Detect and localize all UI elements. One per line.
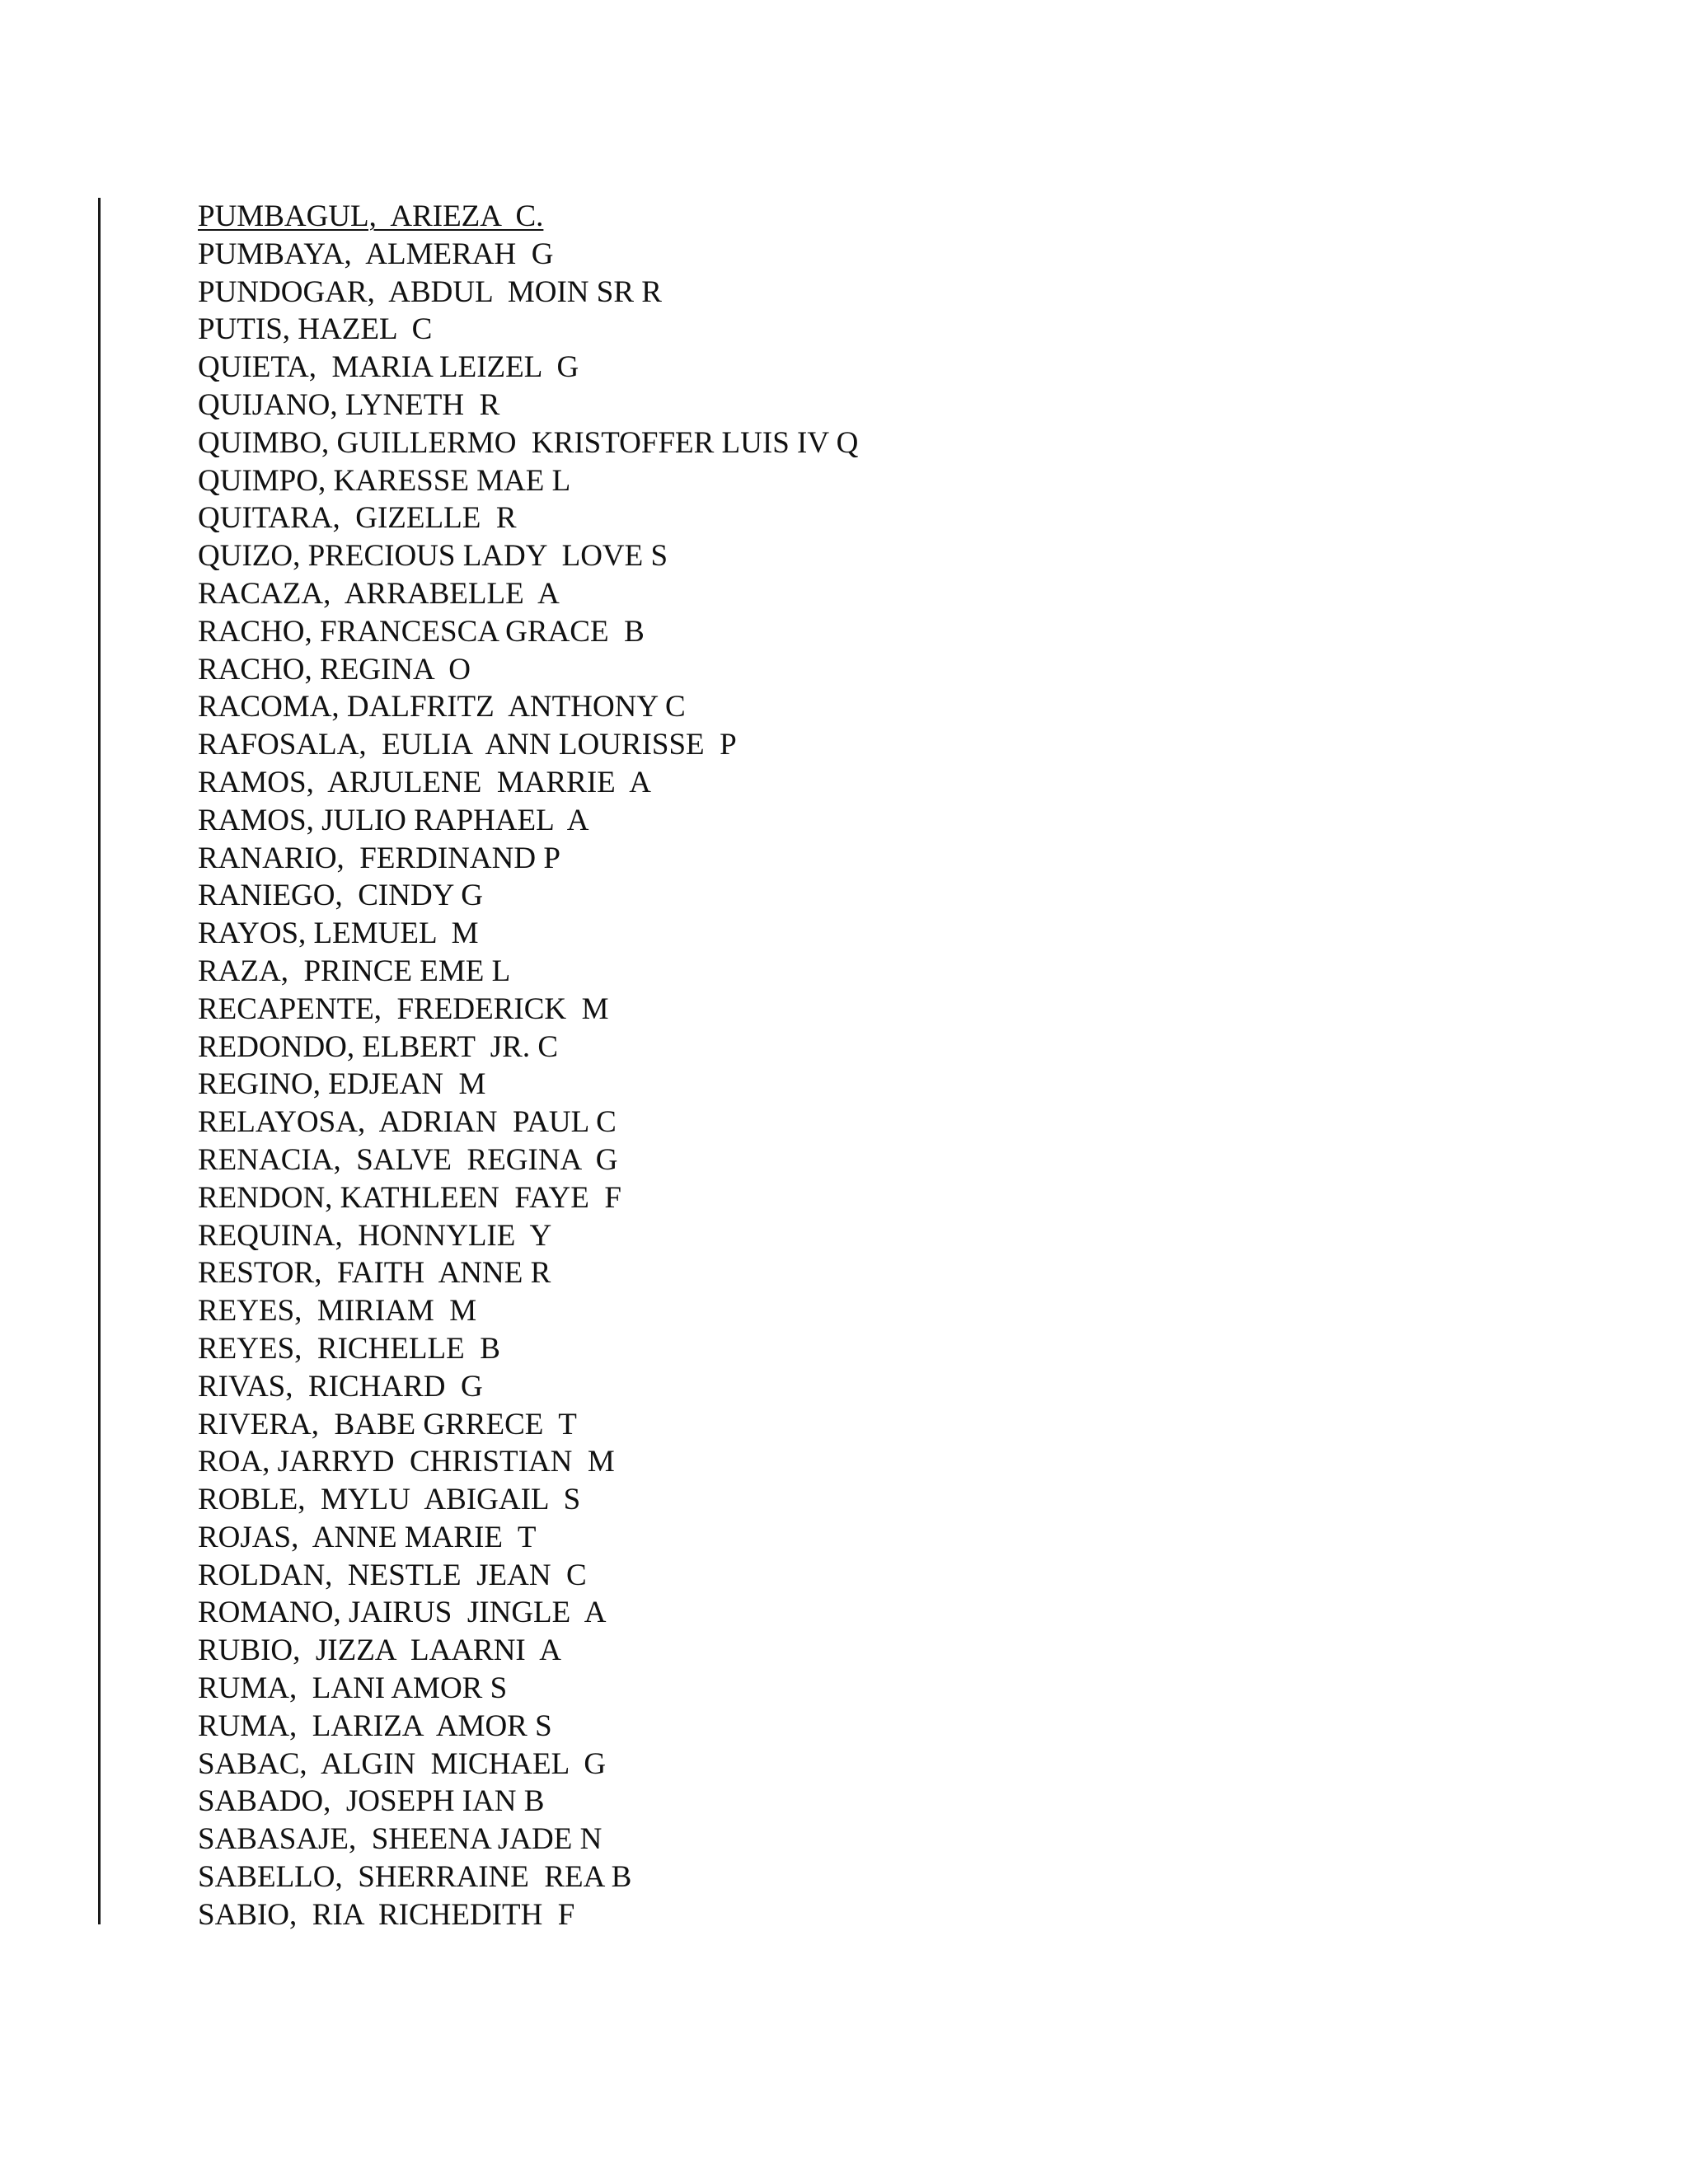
name-entry: REYES, MIRIAM M	[198, 1294, 477, 1329]
name-entry: RACHO, REGINA O	[198, 652, 471, 687]
name-entry: REDONDO, ELBERT JR. C	[198, 1029, 559, 1064]
name-entry: QUIZO, PRECIOUS LADY LOVE S	[198, 539, 668, 574]
name-entry: PUMBAGUL, ARIEZA C.	[198, 199, 544, 233]
name-entry: REGINO, EDJEAN M	[198, 1067, 486, 1102]
name-entry: QUIETA, MARIA LEIZEL G	[198, 350, 579, 385]
name-entry: RENACIA, SALVE REGINA G	[198, 1142, 618, 1177]
name-entry: RAYOS, LEMUEL M	[198, 916, 479, 951]
name-entry: RAMOS, JULIO RAPHAEL A	[198, 803, 589, 837]
name-entry: RAZA, PRINCE EME L	[198, 954, 511, 988]
name-entry: RANIEGO, CINDY G	[198, 879, 483, 913]
name-entry: RAFOSALA, EULIA ANN LOURISSE P	[198, 728, 737, 762]
name-entry: ROBLE, MYLU ABIGAIL S	[198, 1483, 581, 1517]
name-entry: ROMANO, JAIRUS JINGLE A	[198, 1596, 607, 1630]
name-entry: PUTIS, HAZEL C	[198, 312, 433, 347]
name-entry: SABELLO, SHERRAINE REA B	[198, 1860, 632, 1895]
left-margin-rule	[98, 198, 101, 1924]
name-entry: RACOMA, DALFRITZ ANTHONY C	[198, 690, 686, 724]
name-entry: QUIJANO, LYNETH R	[198, 387, 500, 422]
name-entry: ROLDAN, NESTLE JEAN C	[198, 1558, 587, 1592]
name-entry: SABAC, ALGIN MICHAEL G	[198, 1746, 607, 1781]
name-entry: QUIMPO, KARESSE MAE L	[198, 463, 571, 498]
name-entry: SABASAJE, SHEENA JADE N	[198, 1822, 603, 1857]
name-entry: RELAYOSA, ADRIAN PAUL C	[198, 1105, 617, 1140]
name-entry: RAMOS, ARJULENE MARRIE A	[198, 765, 651, 799]
name-entry: RENDON, KATHLEEN FAYE F	[198, 1180, 621, 1215]
name-entry: SABADO, JOSEPH IAN B	[198, 1784, 545, 1819]
name-entry: RANARIO, FERDINAND P	[198, 841, 560, 875]
name-entry: RACAZA, ARRABELLE A	[198, 576, 560, 611]
name-entry: ROA, JARRYD CHRISTIAN M	[198, 1445, 615, 1479]
name-entry: REYES, RICHELLE B	[198, 1331, 500, 1366]
name-entry: RIVAS, RICHARD G	[198, 1369, 483, 1404]
name-entry: RIVERA, BABE GRRECE T	[198, 1407, 577, 1441]
name-entry: QUITARA, GIZELLE R	[198, 501, 517, 536]
name-list	[198, 198, 858, 1934]
name-entry: RUMA, LANI AMOR S	[198, 1671, 508, 1706]
name-entry: RUMA, LARIZA AMOR S	[198, 1708, 552, 1743]
name-entry: QUIMBO, GUILLERMO KRISTOFFER LUIS IV Q	[198, 425, 859, 460]
name-entry: RECAPENTE, FREDERICK M	[198, 991, 609, 1026]
name-entry: RESTOR, FAITH ANNE R	[198, 1256, 551, 1291]
name-entry: PUMBAYA, ALMERAH G	[198, 237, 554, 271]
name-entry: RACHO, FRANCESCA GRACE B	[198, 614, 645, 649]
name-entry: ROJAS, ANNE MARIE T	[198, 1520, 537, 1554]
name-entry: PUNDOGAR, ABDUL MOIN SR R	[198, 274, 662, 309]
name-entry: RUBIO, JIZZA LAARNI A	[198, 1633, 561, 1668]
name-entry: REQUINA, HONNYLIE Y	[198, 1218, 552, 1253]
name-entry: SABIO, RIA RICHEDITH F	[198, 1897, 575, 1932]
